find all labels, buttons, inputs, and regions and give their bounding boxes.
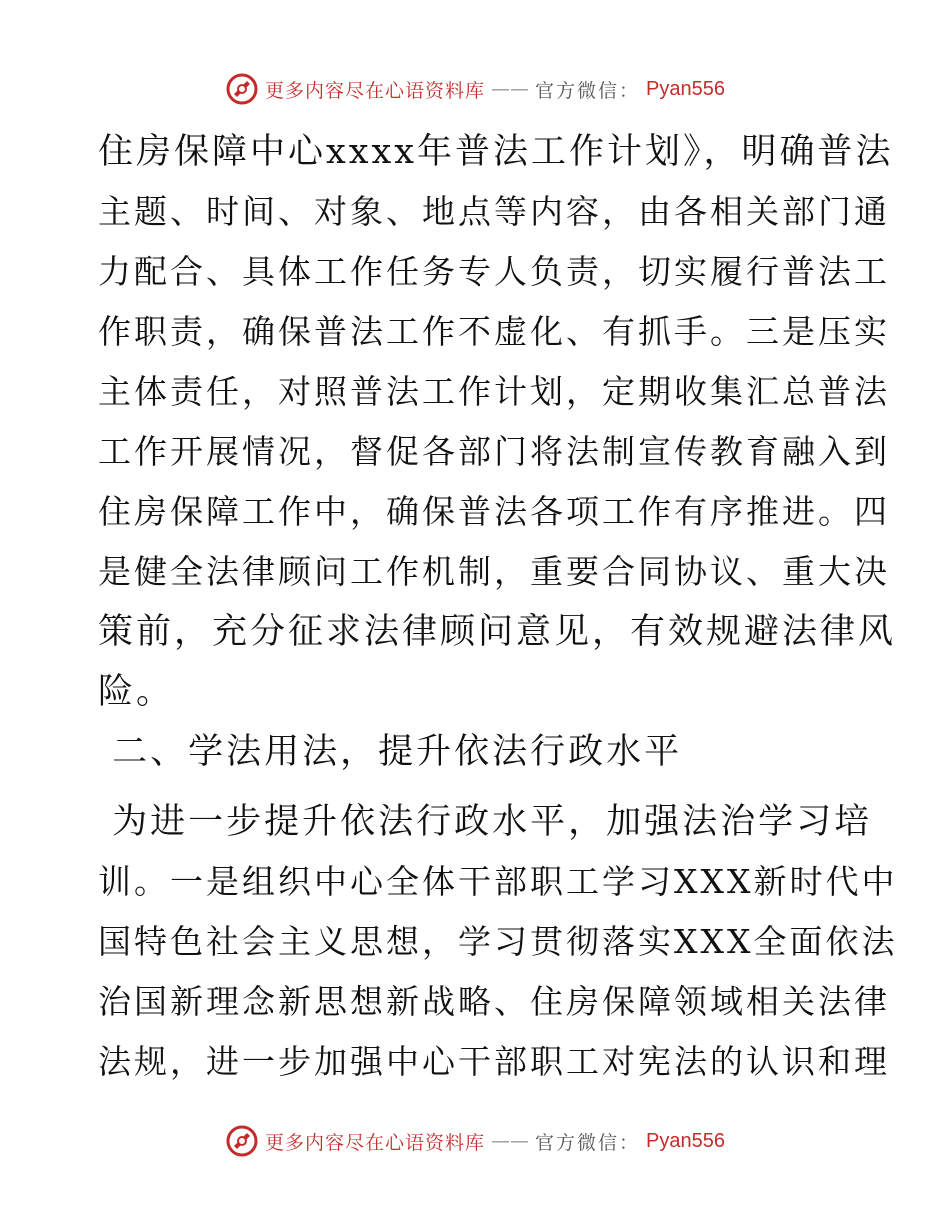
watermark-wechat-id: Pyan556 (646, 77, 725, 100)
watermark-wechat-id: Pyan556 (646, 1129, 725, 1152)
watermark-wechat-label: 官方微信： (535, 79, 641, 102)
body-line: 主体责任，对照普法工作计划，定期收集汇总普法 (98, 372, 890, 411)
watermark-header (0, 72, 950, 106)
watermark-text: 更多内容尽在心语资料库 (265, 1131, 486, 1154)
body-line: 是健全法律顾问工作机制，重要合同协议、重大决 (98, 552, 890, 591)
watermark-text: 更多内容尽在心语资料库 (265, 79, 486, 102)
body-line: 训。一是组织中心全体干部职工学习XXX新时代中 (98, 862, 898, 901)
body-line: 为进一步提升依法行政水平，加强法治学习培 (98, 802, 873, 842)
brand-logo-icon (225, 72, 259, 106)
body-line: 治国新理念新思想新战略、住房保障领域相关法律 (98, 982, 890, 1021)
body-line: 住房保障工作中，确保普法各项工作有序推进。四 (98, 492, 890, 531)
body-line: 险。 (98, 672, 175, 712)
body-line: 法规，进一步加强中心干部职工对宪法的认识和理 (98, 1042, 890, 1081)
body-line: 住房保障中心xxxx年普法工作计划》，明确普法 (98, 132, 894, 172)
body-line: 主题、时间、对象、地点等内容，由各相关部门通 (98, 192, 890, 231)
body-line: 策前，充分征求法律顾问意见，有效规避法律风 (98, 612, 897, 652)
watermark-separator: —— (491, 78, 530, 100)
body-line: 工作开展情况，督促各部门将法制宣传教育融入到 (98, 432, 890, 471)
section-heading: 二、学法用法，提升依法行政水平 (98, 732, 683, 772)
watermark-wechat-label: 官方微信： (535, 1131, 641, 1154)
brand-logo-icon (225, 1124, 259, 1158)
watermark-separator: —— (491, 1130, 530, 1152)
watermark-footer (0, 1124, 950, 1158)
body-line: 力配合、具体工作任务专人负责，切实履行普法工 (98, 252, 890, 291)
body-line: 国特色社会主义思想，学习贯彻落实XXX全面依法 (98, 922, 898, 961)
body-line: 作职责，确保普法工作不虚化、有抓手。三是压实 (98, 312, 890, 351)
